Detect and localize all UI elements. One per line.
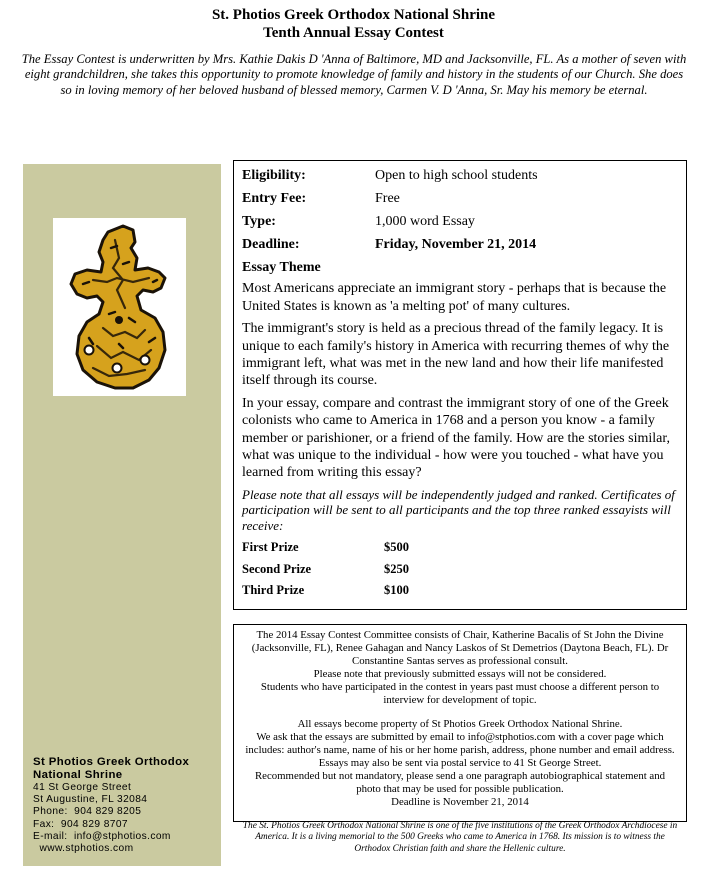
deadline-label: Deadline:	[242, 236, 300, 252]
website-link[interactable]: www.stphotios.com	[33, 843, 134, 855]
eligibility-value: Open to high school students	[375, 167, 538, 183]
committee-members: The 2014 Essay Contest Committee consists of Chair, Katherine Bacalis of St John the Divine (Jacksonville, FL), Renee Gahagan and Nancy Laskos of St Demetrios (Daytona Beach, FL). Dr Constantine Santas serves as professional consult.	[251, 629, 669, 667]
prize-label: Second Prize	[242, 561, 312, 576]
judging-note: Please note that all essays will be independently judged and ranked. Certificates of participation will be sent to all participants and the top three ranked essayists will receive:	[242, 486, 675, 533]
autobiography-note: Recommended but not mandatory, please send a one paragraph autobiographical statement and photo that may be used for possible publication.	[254, 770, 666, 795]
entry-fee-row	[242, 187, 678, 210]
deadline-value: Friday, November 21, 2014	[375, 236, 537, 252]
prize-amount: $500	[384, 540, 409, 555]
submission-instructions: We ask that the essays are submitted by email to info@stphotios.com with a cover page which includes: author's name, name of his or her home parish, address, phone number and email address.	[245, 731, 675, 756]
postal-note: Essays may also be sent via postal service to 41 St George Street.	[318, 757, 602, 769]
organization-contact	[33, 756, 219, 855]
prize-row	[242, 559, 678, 581]
footer-note: The St. Photios Greek Orthodox National Shrine is one of the five institutions of the Greek Orthodox Archdiocese in America. It is a living memorial to the 500 Greeks who came to America in 1768. Its mission is to witness the Orthodox Christian faith and share the Hellenic culture.	[242, 821, 678, 854]
prize-row	[242, 537, 678, 559]
past-participants-note: Students who have participated in the contest in years past must choose a different person to interview for development of topic.	[260, 681, 660, 706]
address-line-1: 41 St George Street	[33, 782, 132, 793]
prize-amount: $100	[384, 583, 409, 598]
fax-number: Fax: 904 829 8707	[33, 818, 128, 830]
cross-image	[53, 218, 186, 396]
eligibility-row	[242, 164, 678, 187]
eligibility-label: Eligibility:	[242, 167, 306, 183]
phone-number: Phone: 904 829 8205	[33, 806, 142, 818]
byzantine-cross-icon	[53, 218, 186, 396]
type-value: 1,000 word Essay	[375, 213, 475, 229]
email-link[interactable]: E-mail: info@stphotios.com	[33, 830, 171, 842]
contest-details-box	[233, 160, 687, 610]
essay-theme-heading: Essay Theme	[242, 260, 321, 275]
prize-amount: $250	[384, 561, 409, 576]
title-line-1: St. Photios Greek Orthodox National Shrine	[211, 7, 496, 23]
theme-paragraph-3: In your essay, compare and contrast the immigrant story of one of the Greek colonists who came to America in 1768 and a person you know - a family member or parishioner, or a friend of the family. How are the stories similar, what was unique to the individual - how were you touched - what have you learned from writing this essay?	[242, 395, 670, 481]
theme-paragraph-1: Most Americans appreciate an immigrant story - perhaps that is because the United States is known as 'a melting pot' of many cultures.	[242, 281, 667, 314]
page-title	[0, 6, 707, 42]
type-label: Type:	[242, 213, 276, 229]
organization-name: St Photios Greek Orthodox National Shrine	[33, 756, 190, 781]
property-note: All essays become property of St Photios Greek Orthodox National Shrine.	[297, 718, 623, 730]
intro-paragraph: The Essay Contest is underwritten by Mrs. Kathie Dakis D 'Anna of Baltimore, MD and Jacksonville, FL. As a mother of seven with eight grandchildren, she takes this opportunity to promote knowledge of family and history in the students of our Church. She does so in loving memory of her beloved husband of blessed memory, Carmen V. D 'Anna, Sr. May his memory be eternal.	[21, 52, 687, 97]
title-line-2: Tenth Annual Essay Contest	[263, 25, 444, 41]
address-line-2: St Augustine, FL 32084	[33, 794, 148, 806]
prize-label: Third Prize	[242, 583, 305, 598]
committee-deadline: Deadline is November 21, 2014	[391, 796, 529, 808]
entry-fee-label: Entry Fee:	[242, 190, 307, 206]
deadline-row	[242, 233, 678, 256]
type-row	[242, 210, 678, 233]
committee-box	[233, 624, 687, 822]
prize-label: First Prize	[242, 540, 299, 555]
previous-essays-note: Please note that previously submitted essays will not be considered.	[313, 668, 607, 680]
theme-paragraph-2: The immigrant's story is held as a precious thread of the family legacy. It is unique to each family's history in America with recurring themes of why the immigrant left, what was met in the new land and how their life manifested itself through its course.	[242, 321, 670, 389]
entry-fee-value: Free	[375, 190, 400, 206]
sidebar	[23, 164, 221, 866]
prize-row	[242, 580, 678, 602]
